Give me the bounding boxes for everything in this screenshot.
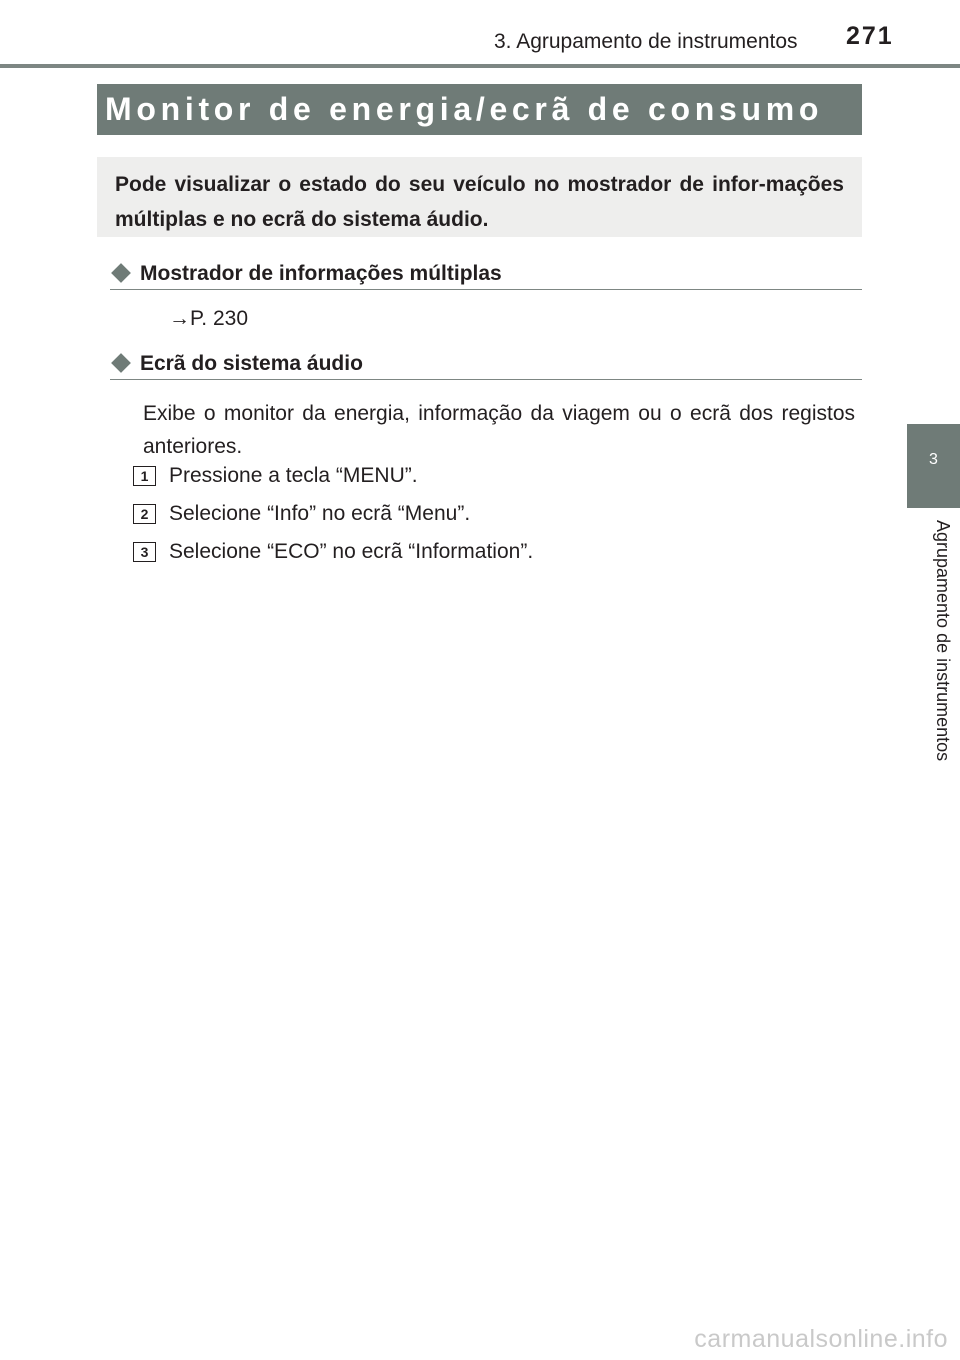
step-text: Selecione “Info” no ecrã “Menu”. (169, 502, 471, 525)
step-text: Pressione a tecla “MENU”. (169, 464, 418, 487)
subheading-label: Ecrã do sistema áudio (140, 352, 363, 375)
diamond-bullet-icon (111, 264, 131, 284)
header-divider (0, 64, 960, 68)
subheading-label: Mostrador de informações múltiplas (140, 262, 502, 285)
diamond-bullet-icon (111, 354, 131, 374)
step-number-badge: 3 (133, 542, 156, 562)
step-text: Selecione “ECO” no ecrã “Information”. (169, 540, 534, 563)
intro-box: Pode visualizar o estado do seu veículo no mostrador de infor-mações múltiplas e no ecrã do sistema áudio. (97, 157, 862, 237)
step-number-badge: 2 (133, 504, 156, 524)
header-section-title: 3. Agrupamento de instrumentos (494, 30, 798, 53)
page-number: 271 (846, 22, 894, 50)
body-paragraph: Exibe o monitor da energia, informação da viagem ou o ecrã dos registos anteriores. (143, 402, 855, 458)
subheading-audio-system-screen (110, 349, 862, 380)
step-number-badge: 1 (133, 466, 156, 486)
chapter-tab-label: Agrupamento de instrumentos (933, 520, 953, 762)
arrow-right-icon: → (169, 307, 190, 330)
page-reference-link[interactable]: P. 230 (190, 307, 249, 330)
chapter-tab: 3 (907, 424, 960, 508)
page-reference (169, 305, 248, 333)
subheading-multi-info-display (110, 259, 862, 290)
page-title: Monitor de energia/ecrã de consumo (97, 84, 862, 135)
watermark: carmanualsonline.info (694, 1325, 948, 1353)
